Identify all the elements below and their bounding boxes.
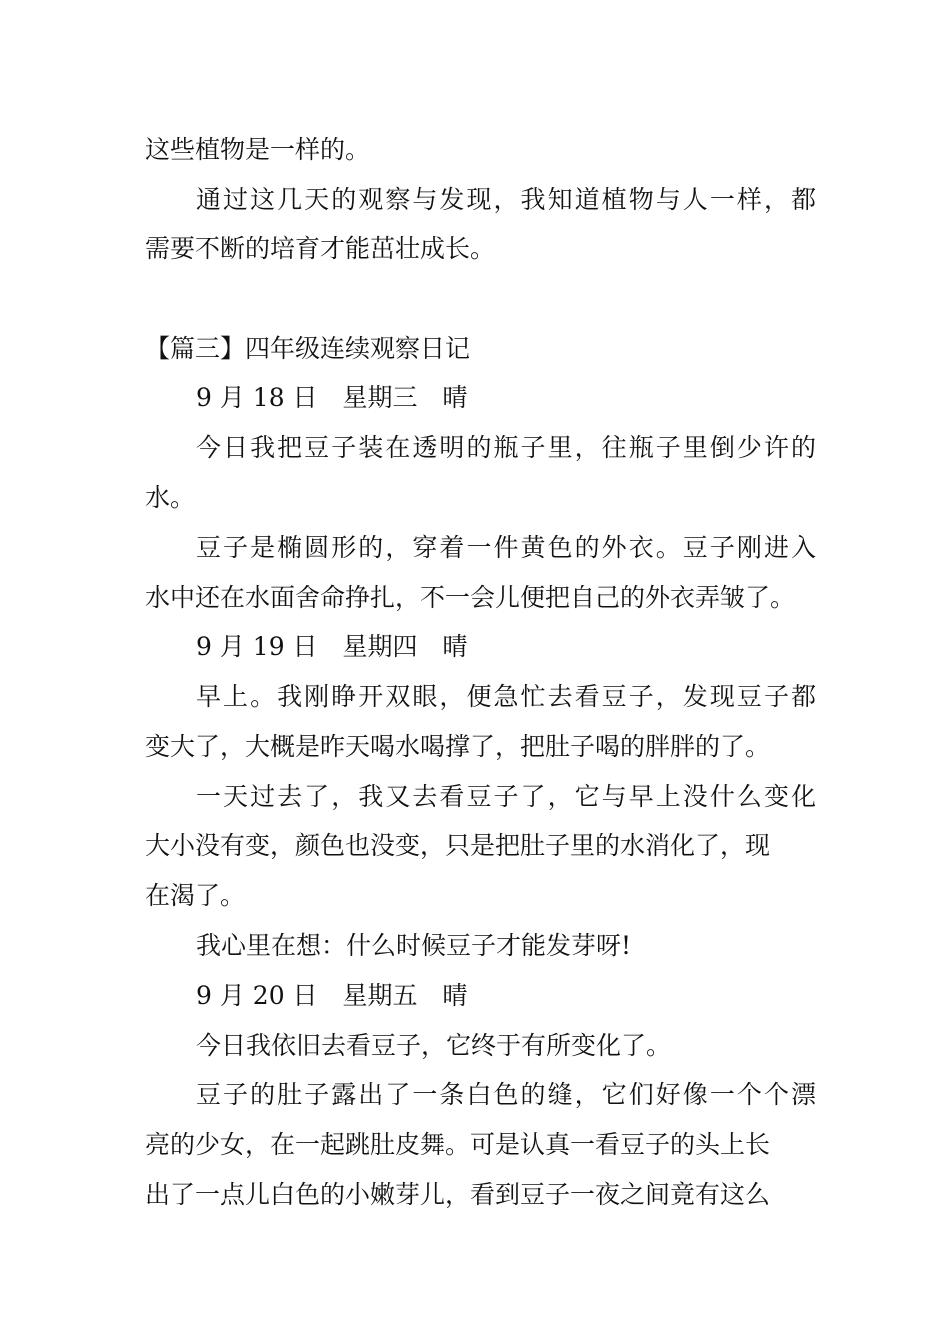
text-line: 亮的少女，在一起跳肚皮舞。可是认真一看豆子的头上长 — [145, 1130, 771, 1159]
text-line: 大小没有变，颜色也没变，只是把肚子里的水消化了，现 — [145, 831, 771, 860]
diary-date: 9 月 18 日 星期三 晴 — [196, 383, 468, 412]
paragraph-line: 我心里在想：什么时候豆子才能发芽呀! — [196, 931, 632, 960]
paragraph-line: 豆子是椭圆形的，穿着一件黄色的外衣。豆子刚进入 — [196, 533, 816, 562]
diary-date: 9 月 20 日 星期五 晴 — [196, 981, 468, 1010]
text-line: 变大了，大概是昨天喝水喝撑了，把肚子喝的胖胖的了。 — [145, 732, 771, 761]
paragraph-line: 一天过去了，我又去看豆子了，它与早上没什么变化 — [196, 782, 816, 811]
text-line: 这些植物是一样的。 — [145, 135, 371, 164]
paragraph-line: 今日我把豆子装在透明的瓶子里，往瓶子里倒少许的 — [196, 433, 816, 462]
text-line: 需要不断的培育才能茁壮成长。 — [145, 234, 496, 263]
text-line: 在渴了。 — [145, 881, 246, 910]
section-heading: 【篇三】四年级连续观察日记 — [145, 334, 471, 363]
text-line: 出了一点儿白色的小嫩芽儿，看到豆子一夜之间竟有这么 — [145, 1180, 771, 1209]
paragraph-line: 豆子的肚子露出了一条白色的缝，它们好像一个个漂 — [196, 1080, 816, 1109]
text-line: 水。 — [145, 483, 196, 512]
paragraph-line: 早上。我刚睁开双眼，便急忙去看豆子，发现豆子都 — [196, 682, 816, 711]
paragraph-line: 今日我依旧去看豆子，它终于有所变化了。 — [196, 1031, 672, 1060]
diary-date: 9 月 19 日 星期四 晴 — [196, 632, 468, 661]
text-line: 水中还在水面舍命挣扎，不一会儿便把自己的外衣弄皱了。 — [145, 583, 796, 612]
paragraph-line: 通过这几天的观察与发现，我知道植物与人一样，都 — [196, 185, 816, 214]
